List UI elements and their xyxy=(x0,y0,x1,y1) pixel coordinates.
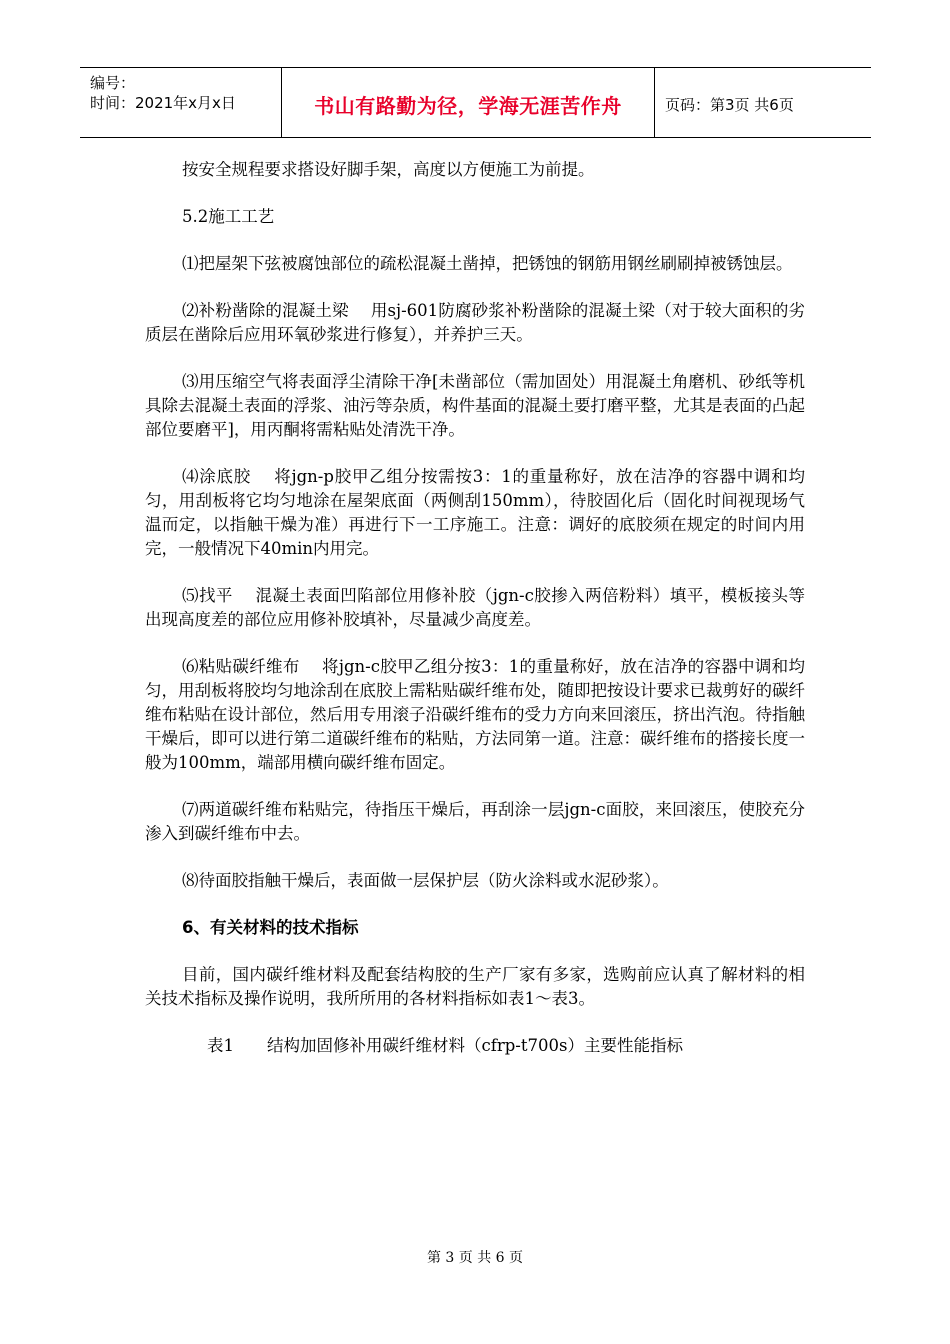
header-page-info: 页码：第3页 共6页 xyxy=(665,96,794,114)
paragraph-materials-intro: 目前，国内碳纤维材料及配套结构胶的生产厂家有多家，选购前应认真了解材料的相关技术指标及操作说明，我所所用的各材料指标如表1～表3。 xyxy=(145,965,805,1008)
header-motto: 书山有路勤为径，学海无涯苦作舟 xyxy=(314,94,622,118)
section-heading-6: 6、有关材料的技术指标 xyxy=(182,918,359,937)
page-header xyxy=(80,67,871,138)
paragraph-step-4: ⑷涂底胶 将jgn-p胶甲乙组分按需按3：1的重量称好，放在洁净的容器中调和均匀，用刮板将它均匀地涂在屋架底面（两侧刮150mm），待胶固化后（固化时间视现场气温而定，以指触干燥为准）再进行下一工序施工。注意：调好的底胶须在规定的时间内用完，一般情况下40min内用完。 xyxy=(145,467,805,558)
header-meta xyxy=(80,68,282,137)
section-heading-5-2: 5.2施工工艺 xyxy=(182,207,275,226)
paragraph-step-3: ⑶用压缩空气将表面浮尘清除干净[未凿部位（需加固处）用混凝土角磨机、砂纸等机具除去混凝土表面的浮浆、油污等杂质，构件基面的混凝土要打磨平整，尤其是表面的凸起部位要磨平]，用丙酮将需粘贴处清洗干净。 xyxy=(145,372,805,439)
paragraph-step-5: ⑸找平 混凝土表面凹陷部位用修补胶（jgn-c胶掺入两倍粉料）填平，模板接头等出现高度差的部位应用修补胶填补，尽量减少高度差。 xyxy=(145,586,805,629)
paragraph-scaffold: 按安全规程要求搭设好脚手架，高度以方便施工为前提。 xyxy=(182,160,595,179)
header-page-cell xyxy=(655,68,871,137)
page-footer: 第 3 页 共 6 页 xyxy=(426,1250,524,1266)
paragraph-step-6: ⑹粘贴碳纤维布 将jgn-c胶甲乙组分按3：1的重量称好，放在洁净的容器中调和均匀，用刮板将胶均匀地涂刮在底胶上需粘贴碳纤维布处，随即把按设计要求已裁剪好的碳纤维布粘贴在设计部位，然后用专用滚子沿碳纤维布的受力方向来回滚压，挤出汽泡。待指触干燥后，即可以进行第二道碳纤维布的粘贴，方法同第一道。注意：碳纤维布的搭接长度一般为100mm，端部用横向碳纤维布固定。 xyxy=(145,657,805,772)
paragraph-step-1: ⑴把屋架下弦被腐蚀部位的疏松混凝土凿掉，把锈蚀的钢筋用钢丝刷刷掉被锈蚀层。 xyxy=(182,254,793,273)
paragraph-step-7: ⑺两道碳纤维布粘贴完，待指压干燥后，再刮涂一层jgn-c面胶，来回滚压，使胶充分渗入到碳纤维布中去。 xyxy=(145,800,805,843)
paragraph-step-8: ⑻待面胶指触干燥后，表面做一层保护层（防火涂料或水泥砂浆）。 xyxy=(182,871,669,890)
document-number-label: 编号： xyxy=(90,74,136,92)
table-caption: 表1 结构加固修补用碳纤维材料（cfrp-t700s）主要性能指标 xyxy=(207,1036,683,1055)
document-time-label: 时间：2021年x月x日 xyxy=(90,94,236,112)
header-motto-cell xyxy=(282,68,655,137)
document-body xyxy=(145,158,805,1058)
paragraph-step-2: ⑵补粉凿除的混凝土梁 用sj-601防腐砂浆补粉凿除的混凝土梁（对于较大面积的劣质层在凿除后应用环氧砂浆进行修复），并养护三天。 xyxy=(145,301,805,344)
